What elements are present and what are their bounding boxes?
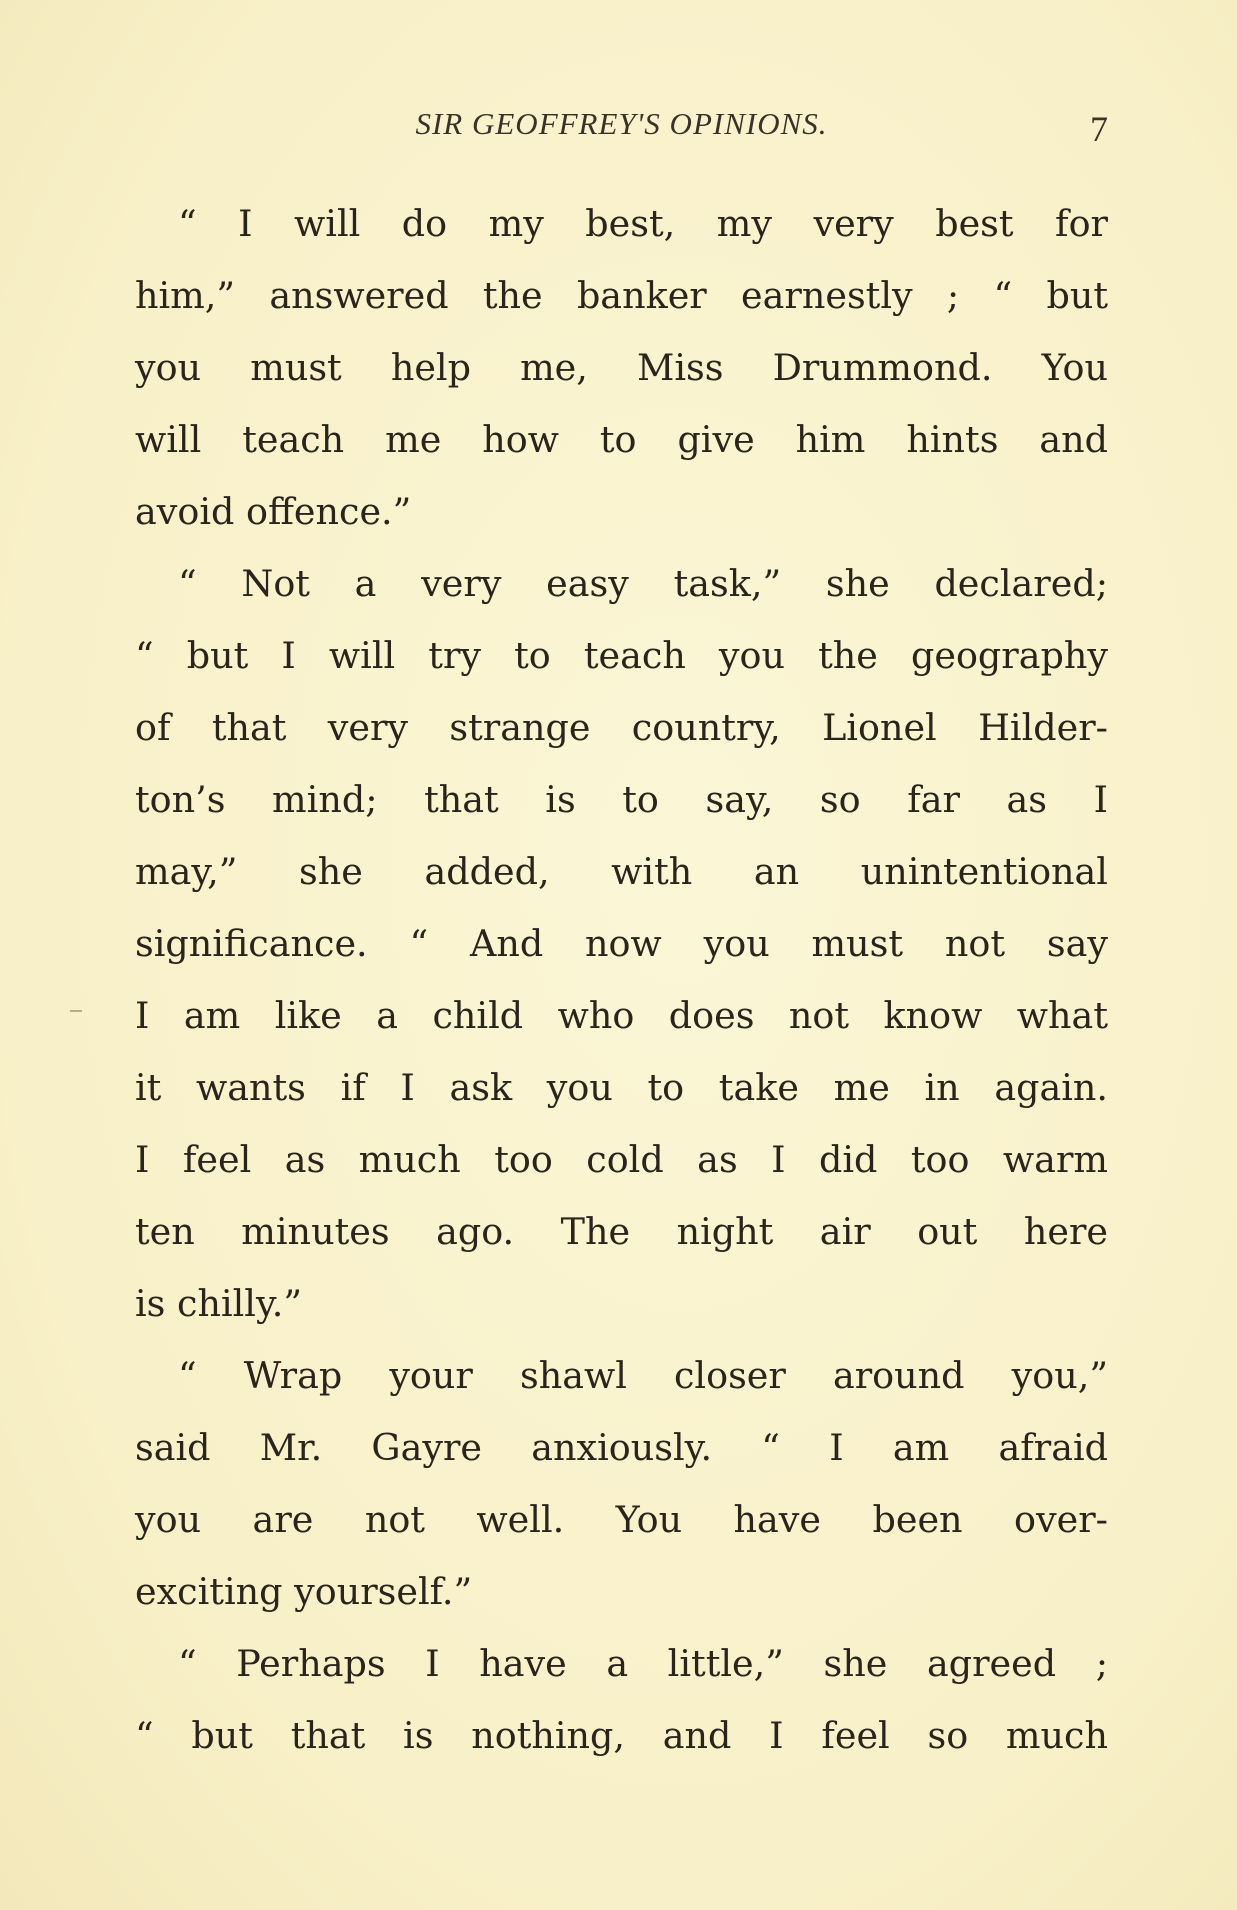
text-line: “ Perhaps I have a little,” she agreed ; <box>178 1642 1108 1685</box>
text-line: “ Wrap your shawl closer around you,” <box>178 1354 1108 1397</box>
text-line: significance. “ And now you must not say <box>135 922 1108 965</box>
text-line: it wants if I ask you to take me in again. <box>135 1066 1108 1109</box>
margin-mark <box>70 1010 82 1012</box>
running-title: SIR GEOFFREY'S OPINIONS. <box>415 106 828 141</box>
text-line: ton’s mind; that is to say, so far as I <box>135 778 1108 821</box>
text-line: avoid offence.” <box>135 490 412 533</box>
text-line: said Mr. Gayre anxiously. “ I am afraid <box>135 1426 1108 1469</box>
text-line: is chilly.” <box>135 1282 303 1325</box>
text-line: “ Not a very easy task,” she declared; <box>178 562 1108 605</box>
text-line: I am like a child who does not know what <box>135 994 1108 1037</box>
text-line: ten minutes ago. The night air out here <box>135 1210 1108 1253</box>
text-line: “ but that is nothing, and I feel so much <box>135 1714 1108 1757</box>
text-line: exciting yourself.” <box>135 1570 473 1613</box>
running-head <box>135 106 1108 150</box>
text-line: may,” she added, with an unintentional <box>135 850 1108 893</box>
text-line: “ I will do my best, my very best for <box>178 202 1108 245</box>
text-line: I feel as much too cold as I did too warm <box>135 1138 1108 1181</box>
body-text <box>135 188 1108 1772</box>
text-line: of that very strange country, Lionel Hilder- <box>135 706 1108 749</box>
text-line: you must help me, Miss Drummond. You <box>135 346 1108 389</box>
text-line: you are not well. You have been over- <box>135 1498 1108 1541</box>
page-number: 7 <box>1090 109 1108 149</box>
text-line: him,” answered the banker earnestly ; “ but <box>135 274 1108 317</box>
text-line: “ but I will try to teach you the geography <box>135 634 1108 677</box>
text-line: will teach me how to give him hints and <box>135 418 1108 461</box>
